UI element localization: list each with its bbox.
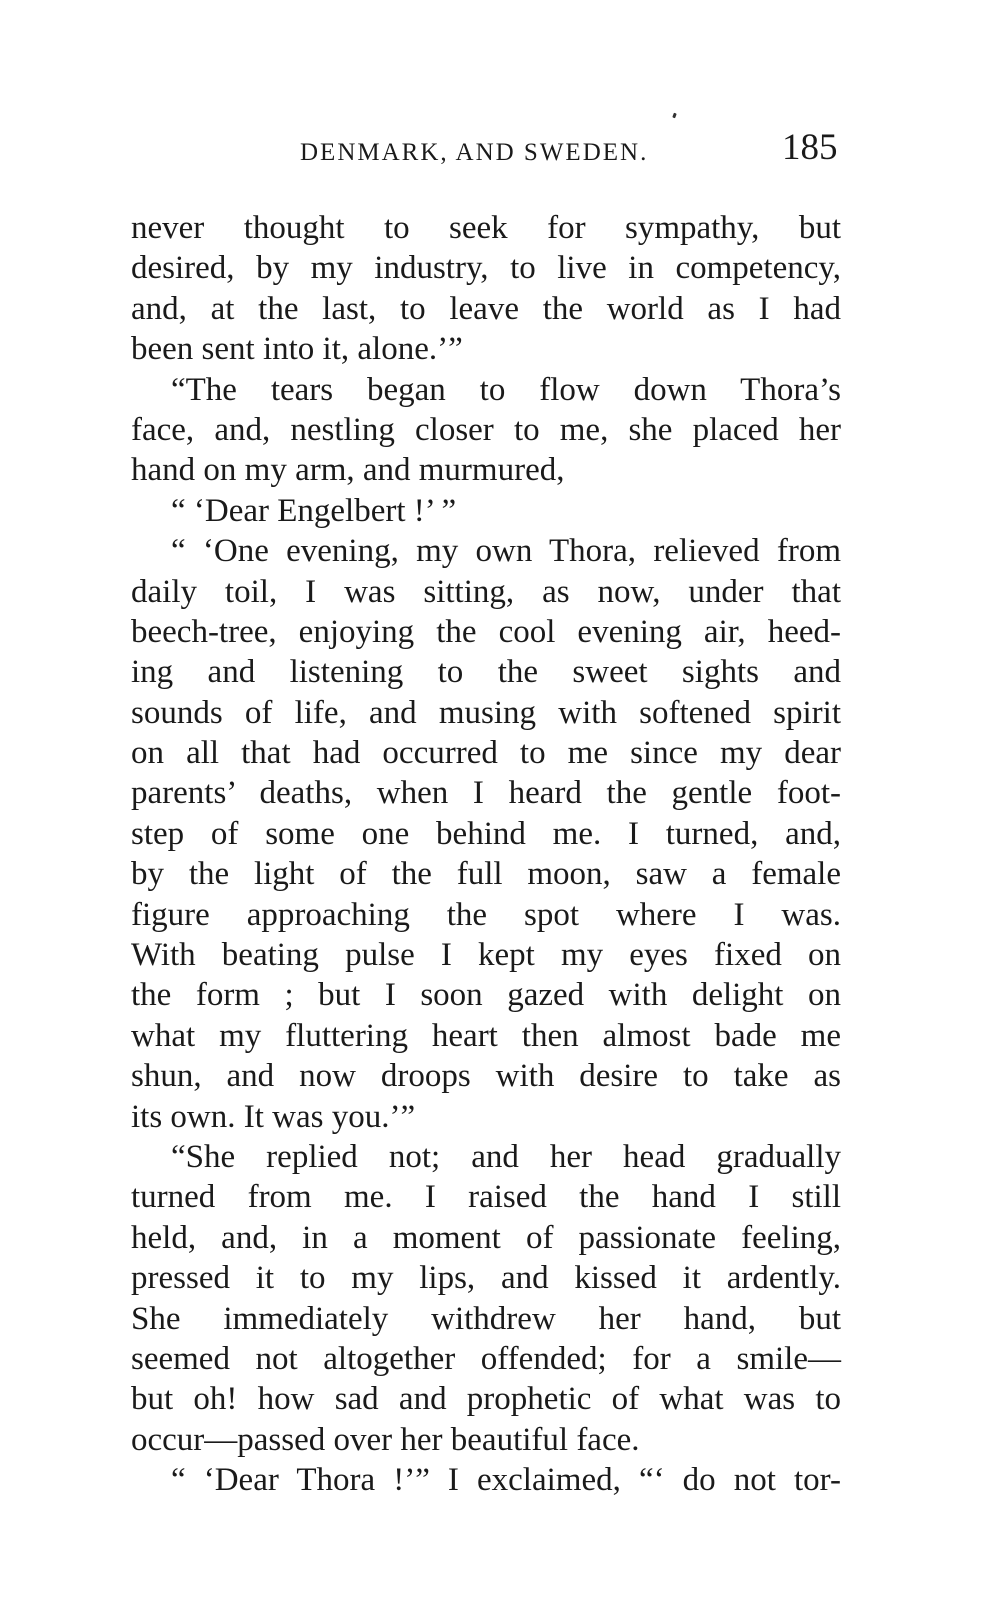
text-line: beech-tree, enjoying the cool evening air, heed- xyxy=(131,613,841,650)
text-line: desired, by my industry, to live in competency, xyxy=(131,250,841,287)
text-line: its own. It was you.’” xyxy=(131,1098,416,1135)
text-line: hand on my arm, and murmured, xyxy=(131,452,565,489)
text-line: held, and, in a moment of passionate feeling, xyxy=(131,1219,841,1256)
text-line: “ ‘Dear Engelbert !’ ” xyxy=(171,492,457,529)
text-line: turned from me. I raised the hand I still xyxy=(131,1179,841,1216)
text-line: ing and listening to the sweet sights and xyxy=(131,654,841,691)
text-line: “ ‘Dear Thora !’” I exclaimed, “‘ do not tor- xyxy=(171,1462,841,1499)
text-line: seemed not altogether offended; for a smile— xyxy=(131,1340,841,1377)
text-line: step of some one behind me. I turned, and, xyxy=(131,815,841,852)
text-line: daily toil, I was sitting, as now, under that xyxy=(131,573,841,610)
text-line: shun, and now droops with desire to take as xyxy=(131,1058,841,1095)
text-line: With beating pulse I kept my eyes fixed on xyxy=(131,937,841,974)
text-line: never thought to seek for sympathy, but xyxy=(131,210,841,246)
text-line: pressed it to my lips, and kissed it ardently. xyxy=(131,1260,841,1297)
text-line: “She replied not; and her head gradually xyxy=(171,1138,841,1175)
print-speck xyxy=(672,113,677,119)
text-line: face, and, nestling closer to me, she placed her xyxy=(131,411,841,448)
text-line: figure approaching the spot where I was. xyxy=(131,896,841,933)
text-line: occur—passed over her beautiful face. xyxy=(131,1421,640,1458)
text-line: by the light of the full moon, saw a female xyxy=(131,856,841,893)
text-line: but oh! how sad and prophetic of what was to xyxy=(131,1381,841,1418)
text-line: and, at the last, to leave the world as I had xyxy=(131,290,841,327)
text-line: “The tears began to flow down Thora’s xyxy=(171,371,841,408)
text-line: on all that had occurred to me since my dear xyxy=(131,735,841,772)
text-line: been sent into it, alone.’” xyxy=(131,331,463,368)
text-line: sounds of life, and musing with softened spirit xyxy=(131,694,841,731)
page-number: 185 xyxy=(782,127,838,168)
text-line: She immediately withdrew her hand, but xyxy=(131,1300,841,1337)
text-line: the form ; but I soon gazed with delight on xyxy=(131,977,841,1014)
body-text xyxy=(131,208,841,1501)
text-line: “ ‘One evening, my own Thora, relieved from xyxy=(171,533,841,570)
text-line: what my fluttering heart then almost bade me xyxy=(131,1017,841,1054)
text-line: parents’ deaths, when I heard the gentle foot- xyxy=(131,775,841,812)
running-head: DENMARK, AND SWEDEN. xyxy=(300,139,649,166)
